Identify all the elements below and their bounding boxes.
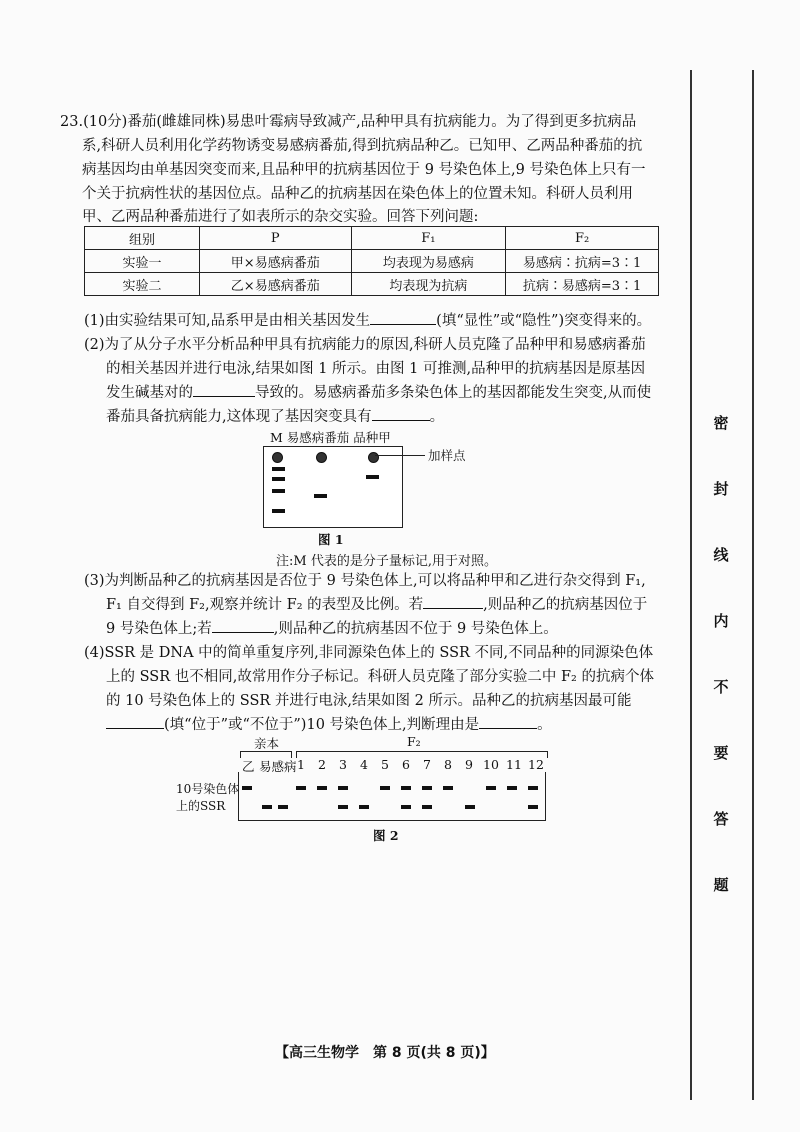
- lane-label: 9: [465, 757, 473, 772]
- table-cell: 均表现为易感病: [351, 250, 506, 273]
- lane-label: 4: [360, 757, 368, 772]
- lane-label: 8: [444, 757, 452, 772]
- table-header: F₂: [506, 227, 659, 250]
- q3-text: ,则品种乙的抗病基因位于: [483, 597, 648, 613]
- table-cell: 抗病∶易感病=3∶1: [506, 273, 659, 296]
- cross-table: [84, 226, 659, 296]
- fig1-note: 注:M 代表的是分子量标记,用于对照。: [276, 554, 497, 569]
- sample-well: [368, 452, 379, 463]
- q2-text: 番茄具备抗病能力,这体现了基因突变具有: [106, 409, 372, 425]
- q3-line: [106, 594, 691, 616]
- lane-label: 易感病: [259, 759, 297, 774]
- side-char: 要: [713, 744, 729, 762]
- lane-label: 11: [506, 757, 522, 772]
- answer-blank[interactable]: [479, 714, 537, 729]
- table-header: F₁: [351, 227, 506, 250]
- question-line: 系,科研人员利用化学药物诱变易感病番茄,得到抗病品种乙。已知甲、乙两品种番茄的抗: [82, 138, 643, 154]
- sample-point-pointer: [375, 455, 425, 456]
- q2-line: 的相关基因并进行电泳,结果如图 1 所示。由图 1 可推测,品种甲的抗病基因是原基因: [106, 361, 646, 377]
- answer-blank[interactable]: [193, 382, 255, 397]
- question-line: 个关于抗病性状的基因位点。品种乙的抗病基因在染色体上的位置未知。科研人员利用: [82, 186, 633, 202]
- table-cell: 实验一: [85, 250, 200, 273]
- fig2-gel-frame: [238, 772, 546, 821]
- table-header: 组别: [85, 227, 200, 250]
- side-char: 内: [713, 612, 729, 630]
- sample-band: [314, 494, 327, 498]
- side-char: 密: [713, 414, 729, 432]
- answer-blank[interactable]: [423, 594, 483, 609]
- question-line: [60, 111, 670, 133]
- q4-line: 的 10 号染色体上的 SSR 并进行电泳,结果如图 2 所示。品种乙的抗病基因最可能: [106, 693, 632, 709]
- subquestion-1: [84, 310, 669, 332]
- q2-text: 发生碱基对的: [106, 385, 193, 401]
- marker-band: [272, 477, 285, 481]
- table-cell: 易感病∶抗病=3∶1: [506, 250, 659, 273]
- marker-band: [272, 489, 285, 493]
- q2-line: [106, 382, 691, 404]
- lane-label: 10: [483, 757, 499, 772]
- page-footer: 【高三生物学 第 8 页(共 8 页)】: [275, 1045, 495, 1061]
- table-cell: 均表现为抗病: [351, 273, 506, 296]
- question-number: 23.: [60, 114, 84, 130]
- fig1-lane-labels: M 易感病番茄 品种甲: [270, 430, 391, 445]
- lane-label: 5: [381, 757, 389, 772]
- sample-well: [272, 452, 283, 463]
- q4-text: (填“位于”或“不位于”)10 号染色体上,判断理由是: [164, 717, 480, 733]
- side-char: 不: [713, 678, 729, 696]
- side-char: 线: [713, 546, 729, 564]
- q3-line: (3)为判断品种乙的抗病基因是否位于 9 号染色体上,可以将品种甲和乙进行杂交得到 F₁,: [84, 573, 646, 589]
- lane-label: 1: [297, 757, 305, 772]
- lane-label: 3: [339, 757, 347, 772]
- q4-line: (4)SSR 是 DNA 中的简单重复序列,非同源染色体上的 SSR 不同,不同品种的同源染色体: [84, 645, 654, 661]
- q1-text-a: (1)由实验结果可知,品系甲是由相关基因发生: [84, 313, 371, 329]
- q3-text: ,则品种乙的抗病基因不位于 9 号染色体上。: [273, 621, 558, 637]
- question-text: (10分)番茄(雌雄同株)易患叶霉病导致减产,品种甲具有抗病能力。为了得到更多抗病品: [83, 114, 637, 130]
- side-char: 题: [713, 876, 729, 894]
- fig2-row-label: 10号染色体: [176, 782, 240, 796]
- fig2-row-label: 上的SSR: [176, 799, 226, 813]
- table-cell: 乙×易感病番茄: [199, 273, 351, 296]
- lane-label: 7: [423, 757, 431, 772]
- q2-line: (2)为了从分子水平分析品种甲具有抗病能力的原因,科研人员克隆了品种甲和易感病番茄: [84, 337, 646, 353]
- binding-line-left: [690, 70, 692, 1100]
- q3-text: 9 号染色体上;若: [106, 621, 212, 637]
- lane-label: 12: [528, 757, 544, 772]
- binding-line-right: [752, 70, 754, 1100]
- answer-blank[interactable]: [212, 618, 274, 633]
- q2-text: 。: [429, 409, 445, 425]
- q4-text: 。: [537, 717, 552, 733]
- q4-line: 上的 SSR 也不相同,故常用作分子标记。科研人员克隆了部分实验二中 F₂ 的抗病个体: [106, 669, 654, 685]
- fig2-parents-label: 亲本: [254, 736, 280, 751]
- lane-label: 2: [318, 757, 326, 772]
- fig2-f2-label: F₂: [407, 734, 421, 749]
- fig1-gel: [263, 446, 403, 528]
- marker-band: [272, 509, 285, 513]
- q3-line: [106, 618, 691, 640]
- q4-line: [106, 714, 691, 736]
- table-cell: 实验二: [85, 273, 200, 296]
- q2-line: [106, 406, 691, 428]
- q2-text: 导致的。易感病番茄多条染色体上的基因都能发生突变,从而使: [255, 385, 652, 401]
- lane-label: 乙: [242, 759, 255, 774]
- answer-blank[interactable]: [372, 406, 430, 421]
- answer-blank[interactable]: [106, 714, 164, 729]
- side-char: 封: [713, 480, 729, 498]
- fig2-caption: 图 2: [373, 828, 399, 843]
- marker-band: [272, 467, 285, 471]
- table-header-row: [85, 227, 659, 250]
- lane-label: 6: [402, 757, 410, 772]
- table-header: P: [199, 227, 351, 250]
- table-cell: 甲×易感病番茄: [199, 250, 351, 273]
- sample-point-label: 加样点: [428, 448, 466, 463]
- table-row: [85, 250, 659, 273]
- q3-text: F₁ 自交得到 F₂,观察并统计 F₂ 的表型及比例。若: [106, 597, 424, 613]
- side-char: 答: [713, 810, 729, 828]
- question-line: 甲、乙两品种番茄进行了如表所示的杂交实验。回答下列问题:: [82, 209, 479, 225]
- table-row: [85, 273, 659, 296]
- sample-band: [366, 475, 379, 479]
- sample-well: [316, 452, 327, 463]
- question-line: 病基因均由单基因突变而来,且品种甲的抗病基因位于 9 号染色体上,9 号染色体上只有一: [82, 162, 646, 178]
- answer-blank[interactable]: [370, 310, 436, 325]
- q1-text-b: (填“显性”或“隐性”)突变得来的。: [436, 313, 652, 329]
- fig1-caption: 图 1: [318, 532, 344, 547]
